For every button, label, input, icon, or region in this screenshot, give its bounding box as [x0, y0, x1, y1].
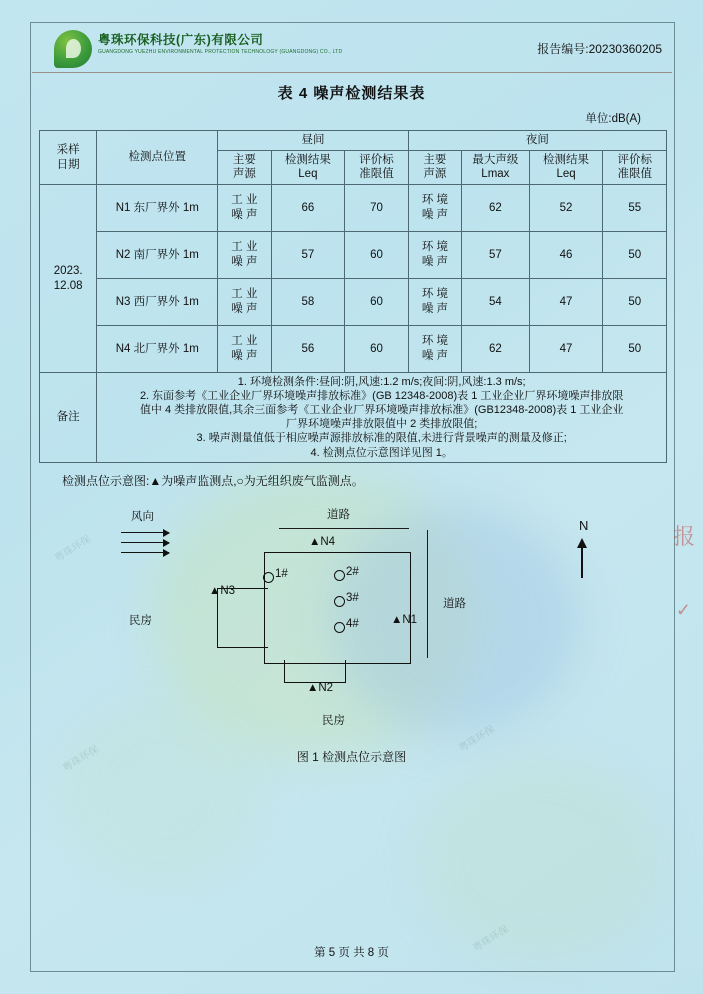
- note-line: 厂界环境噪声排放限值中 2 类排放限值;: [286, 418, 478, 431]
- house-bottom-label: 民房: [322, 715, 345, 727]
- col-header-night-std: 评价标 准限值: [603, 150, 667, 184]
- cell-position: N1 东厂界外 1m: [97, 185, 218, 232]
- watermark: 粤珠环保: [53, 533, 93, 565]
- road-right-label: 道路: [443, 598, 466, 610]
- cell-night-lmax: 57: [462, 232, 530, 279]
- gas-point-4-icon: [334, 622, 345, 633]
- notes-label: 备注: [40, 373, 97, 462]
- report-number: 报告编号:20230360205: [537, 42, 662, 56]
- col-header-daytime: 昼间: [218, 131, 409, 151]
- cell-night-source: 环 境 噪 声: [408, 326, 461, 373]
- note-line: 2. 东面参考《工业企业厂界环境噪声排放标准》(GB 12348-2008)表 1 工业企业厂界环境噪声排放限: [139, 390, 624, 403]
- cell-day-source: 工 业 噪 声: [218, 185, 271, 232]
- cell-position: N2 南厂界外 1m: [97, 232, 218, 279]
- wind-arrow-icon: [121, 532, 169, 533]
- cell-day-std: 60: [345, 326, 409, 373]
- col-header-night-source: 主要 声源: [408, 150, 461, 184]
- wind-direction-label: 风向: [131, 511, 154, 523]
- col-header-night-result: 检测结果 Leq: [529, 150, 603, 184]
- col-header-night-lmax: 最大声级 Lmax: [462, 150, 530, 184]
- cell-night-result: 47: [529, 279, 603, 326]
- col-header-day-result: 检测结果 Leq: [271, 150, 345, 184]
- document-header: [32, 26, 672, 72]
- wind-arrow-icon: [121, 552, 169, 553]
- road-top-label: 道路: [327, 509, 350, 521]
- north-arrow-icon: [581, 548, 583, 578]
- house-left-label: 民房: [129, 615, 152, 627]
- gas-point-3-icon: [334, 596, 345, 607]
- watermark: 粤珠环保: [471, 923, 511, 955]
- cell-night-result: 46: [529, 232, 603, 279]
- col-header-day-source: 主要 声源: [218, 150, 271, 184]
- watermark: 粤珠环保: [457, 723, 497, 755]
- cell-night-std: 50: [603, 279, 667, 326]
- company-logo-icon: [54, 30, 94, 68]
- cell-day-result: 56: [271, 326, 345, 373]
- table-row: [40, 279, 667, 326]
- col-header-day-std: 评价标 准限值: [345, 150, 409, 184]
- cell-day-result: 58: [271, 279, 345, 326]
- cell-day-std: 60: [345, 232, 409, 279]
- col-header-nighttime: 夜间: [408, 131, 666, 151]
- plant-building-annex: [217, 588, 268, 648]
- cell-position: N3 西厂界外 1m: [97, 279, 218, 326]
- table-row: [40, 185, 667, 232]
- point-n2: ▲N2: [307, 682, 334, 694]
- gas-point-1-label: 1#: [275, 568, 288, 580]
- point-n1: ▲N1: [391, 614, 418, 626]
- gas-point-3-label: 3#: [346, 592, 359, 604]
- page-title: 表 4 噪声检测结果表: [277, 85, 426, 102]
- note-line: 3. 噪声测量值低于相应噪声源排放标准的限值,未进行背景噪声的测量及修正;: [196, 432, 567, 445]
- note-line: 4. 检测点位示意图详见图 1。: [310, 446, 453, 459]
- unit-label: 单位:dB(A): [585, 113, 641, 125]
- table-notes-row: [40, 373, 667, 462]
- road-right-line: [427, 530, 428, 658]
- cell-night-result: 47: [529, 326, 603, 373]
- notes-body: [97, 373, 667, 462]
- road-top-line: [279, 528, 409, 529]
- cell-night-lmax: 54: [462, 279, 530, 326]
- point-n3: ▲N3: [209, 585, 236, 597]
- plant-building-annex-2: [284, 660, 346, 683]
- cell-day-std: 70: [345, 185, 409, 232]
- cell-night-std: 50: [603, 232, 667, 279]
- cell-day-source: 工 业 噪 声: [218, 232, 271, 279]
- cell-sample-date: 2023. 12.08: [40, 185, 97, 373]
- cell-night-std: 55: [603, 185, 667, 232]
- cell-night-result: 52: [529, 185, 603, 232]
- wind-arrow-icon: [121, 542, 169, 543]
- cell-position: N4 北厂界外 1m: [97, 326, 218, 373]
- note-line: 1. 环境检测条件:昼间:阴,风速:1.2 m/s;夜间:阴,风速:1.3 m/s;: [237, 376, 526, 389]
- gas-point-1-icon: [263, 572, 274, 583]
- gas-point-2-label: 2#: [346, 566, 359, 578]
- table-header-row: [40, 131, 667, 151]
- stamp-mark: 报: [672, 524, 695, 549]
- col-header-date: 采样 日期: [40, 131, 97, 185]
- note-line: 值中 4 类排放限值,其余三面参考《工业企业厂界环境噪声排放标准》(GB12348-2008)表 1 工业企业: [139, 404, 624, 417]
- cell-night-lmax: 62: [462, 185, 530, 232]
- north-label: N: [579, 518, 589, 533]
- point-n4: ▲N4: [309, 536, 336, 548]
- figure-caption: 图 1 检测点位示意图: [296, 750, 407, 764]
- cell-night-std: 50: [603, 326, 667, 373]
- watermark: 粤珠环保: [61, 743, 101, 775]
- page-footer: 第 5 页 共 8 页: [314, 947, 389, 959]
- noise-result-table: [39, 130, 667, 463]
- cell-day-source: 工 业 噪 声: [218, 326, 271, 373]
- cell-night-source: 环 境 噪 声: [408, 185, 461, 232]
- cell-day-std: 60: [345, 279, 409, 326]
- header-divider: [32, 72, 672, 73]
- cell-day-result: 57: [271, 232, 345, 279]
- company-name-en: GUANGDONG YUEZHU ENVIRONMENTAL PROTECTION TECHNOLOGY (GUANGDONG) CO., LTD: [98, 49, 343, 55]
- gas-point-2-icon: [334, 570, 345, 581]
- site-layout-diagram: [39, 500, 667, 750]
- cell-night-source: 环 境 噪 声: [408, 232, 461, 279]
- cell-night-lmax: 62: [462, 326, 530, 373]
- cell-night-source: 环 境 噪 声: [408, 279, 461, 326]
- stamp-mark: ✓: [675, 600, 691, 620]
- company-name-cn: 粤珠环保科技(广东)有限公司: [98, 33, 264, 47]
- col-header-position: 检测点位置: [97, 131, 218, 185]
- cell-day-source: 工 业 噪 声: [218, 279, 271, 326]
- gas-point-4-label: 4#: [346, 618, 359, 630]
- cell-day-result: 66: [271, 185, 345, 232]
- table-row: [40, 326, 667, 373]
- table-row: [40, 232, 667, 279]
- legend-text: 检测点位示意图:▲为噪声监测点,○为无组织废气监测点。: [62, 474, 364, 488]
- north-arrow-head-icon: [577, 538, 587, 548]
